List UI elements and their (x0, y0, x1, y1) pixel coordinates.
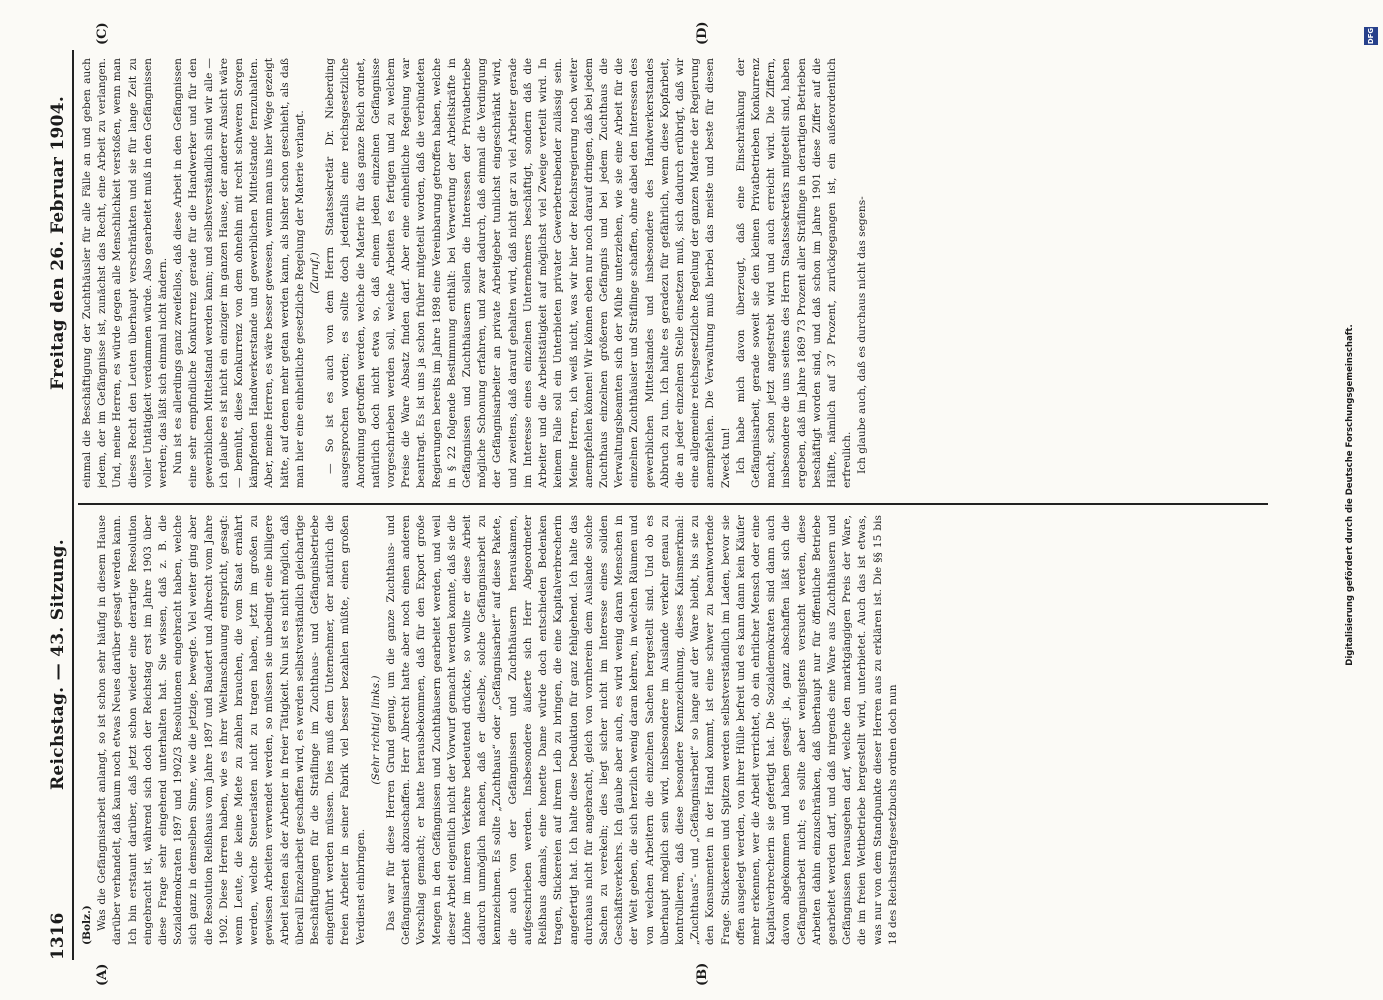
dfg-logo: DFG (1364, 27, 1378, 45)
page-number: 1316 (48, 912, 68, 960)
margin-mark-d: (D) (695, 21, 710, 45)
header-rule (72, 50, 74, 960)
paragraph: Ich glaube auch, daß es durchaus nicht das segens- (856, 196, 869, 474)
paragraph: Nun ist es allerdings ganz zweifellos, daß diese Arbeit in den Gefängnissen eine sehr empfindliche Konkurrenz gerade für die Handwerker und für den gewerblichen Mittelstand werden kann; und selbstverständlich sind wir alle — ich glaube es ist nicht ein einziger im ganzen Hause, der anderer Ansicht wäre — bemüht, diese Konkurrenz von dem ohnehin mit recht schweren Sorgen kämpfenden Handwerkerstande und gewerblichen Mittelstande fernzuhalten. Aber, meine Herren, es wäre besser gewesen, wenn man uns hier Wege gezeigt hätte, auf denen mehr getan werden kann, als bisher schon geschieht, als daß man hier eine einheitliche gesetzliche Regelung der Materie verlangt. (172, 58, 306, 488)
paragraph: Was die Gefängnisarbeit anlangt, so ist schon sehr häufig in diesem Hause darüber verhandelt, daß kaum noch etwas Neues darüber gesagt werden kann. Ich bin erstaunt darüber, daß jetzt schon wieder eine derartige Resolution eingebracht ist, während sich doch der Reichstag erst im Jahre 1903 über diese Frage sehr eingehend unterhalten hat. Sie wissen, daß z. B. die Sozialdemokraten 1897 und 1902/3 Resolutionen eingebracht haben, welche sich ganz in demselben Sinne, wie die jetzige, bewegte. Viel weiter ging aber die Resolution Reißhaus vom Jahre 1897 und Baudert und Albrecht vom Jahre 1902. Diese Herren haben, wie es ihrer Weltanschauung entspricht, gesagt: wenn Leute, die keine Miete zu zahlen brauchen, die vom Staat ernährt werden, welche Steuerlasten nicht zu tragen haben, jetzt im großen zu gewissen Arbeiten verwendet werden, so müssen sie unbedingt eine billigere Arbeit leisten als der Arbeiter in freier Tätigkeit. Nun ist es nicht möglich, daß überall Einzelarbeit geschaffen wird, es werden selbstverständlich gleichartige Beschäftigungen für die Sträflinge im Zuchthaus- und Gefängnisbetriebe eingeführt werden müssen. Dies muß dem Unternehmer, der natürlich die freien Arbeiter in seiner Fabrik viel besser bezahlen müßte, einen großen Verdienst einbringen. (96, 515, 367, 945)
paragraph: — So ist es auch von dem Herrn Staatssekretär Dr. Nieberding ausgesprochen worden; es sollte doch jedenfalls eine reichsgesetzliche Anordnung getroffen werden, welche die Materie für das ganze Reich ordnet, natürlich doch nicht etwa so, daß einem jeden einzelnen Gefängnisse vorgeschrieben werden soll, welche Arbeiten es fertigen und zu welchem Preise die Ware Absatz finden darf. Aber eine einheitliche Regelung war beantragt. Es ist uns ja schon früher mitgeteilt worden, daß die verbündeten Regierungen bereits im Jahre 1898 eine Vereinbarung getroffen haben, welche in § 22 folgende Bestimmung enthält: bei Verwertung der Arbeitskräfte in Gefängnissen und Zuchthäusern sollen die Interessen der Privatbetriebe mögliche Schonung erfahren, und zwar dadurch, daß einmal die Verdingung der Gefängnisarbeiter an private Arbeitgeber tunlichst eingeschränkt wird, und zweitens, daß darauf gehalten wird, daß nicht gar zu viel Arbeiter gerade im Interesse eines einzelnen Unternehmers beschäftigt, sondern daß die Arbeiter und die Arbeitstätigkeit auf möglichst viel Zweige verteilt wird. In keinem Falle soll ein Unterbieten privater Gewerbetreibender zulässig sein. Meine Herren, ich weiß nicht, was wir hier der Reichsregierung noch weiter anempfehlen können! Wir können eben nur noch darauf dringen, daß bei jedem Zuchthaus einzelnen größeren Gefängnis und bei jedem Zuchthaus die Verwaltungsbeamten sich der Mühe unterziehen, wie sie eine Arbeit für die einzelnen Zuchthäusler und Sträflinge schaffen, ohne dabei den Interessen des gewerblichen Mittelstandes und insbesondere des Handwerkerstandes Abbruch zu tun. Ich halte es geradezu für gefährlich, wenn diese Kopfarbeit, die an jeder einzelnen Stelle einsetzen muß, sich dadurch erübrigt, daß wir eine allgemeine reichsgesetzliche Regelung der ganzen Materie der Regierung anempfehlen. Die Verwaltung muß hierbei das meiste und beste für diesen Zweck tun! (324, 58, 732, 488)
margin-mark-b: (B) (695, 962, 710, 986)
interjection: (Sehr richtig! links.) (369, 675, 382, 785)
margin-mark-c: (C) (95, 22, 110, 45)
page-header (48, 50, 72, 960)
column-divider (78, 503, 1268, 505)
digitization-credit: Digitalisierung gefördert durch die Deutsche Forschungsgemeinschaft. (1345, 324, 1355, 666)
paragraph: Ich habe mich davon überzeugt, daß eine Einschränkung der Gefängnisarbeit, gerade soweit sie den kleinen Privatbetrieben Konkurrenz macht, schon jetzt angestrebt wird und auch erreicht wird. Die Ziffern, insbesondere die uns seitens des Herrn Staatssekretärs mitgeteilt sind, haben ergeben, daß im Jahre 1869 73 Prozent aller Sträflinge in derartigen Betrieben beschäftigt worden sind, und daß schon im Jahre 1901 diese Ziffer auf die Hälfte, nämlich auf 37 Prozent, zurückgegangen ist, ein außerordentlich erfreulich. (734, 58, 854, 488)
interjection: (Zuruf.) (309, 252, 322, 294)
margin-mark-a: (A) (95, 963, 110, 986)
header-title-left: Reichstag. — 43. Sitzung. (48, 539, 68, 790)
left-text-column (80, 515, 1270, 945)
right-text-column (80, 58, 1270, 488)
speaker-label: (Bolz.) (81, 905, 93, 945)
header-title-right: Freitag den 26. Februar 1904. (48, 95, 68, 390)
paragraph: einmal die Beschäftigung der Zuchthäusler für alle Fälle an und geben auch jedem, der im Gefängnisse ist, zunächst das Recht, eine Arbeit zu verlangen. Und, meine Herren, es würde gegen alle Menschlichkeit verstoßen, wenn man dieses Recht den Leuten überhaupt verschränkten und sie für lange Zeit zu voller Untätigkeit verdammen würde. Also gearbeitet muß in den Gefängnissen werden; das läßt sich einmal nicht ändern. (81, 58, 170, 488)
paragraph: Das war für diese Herren Grund genug, um die ganze Zuchthaus- und Gefängnisarbeit abzuschaffen. Herr Albrecht hatte aber noch einen anderen Vorschlag gemacht; er hatte herausbekommen, daß für den Export große Mengen in den Gefängnissen und Zuchthäusern gearbeitet werden, und weil dieser Arbeit eigentlich nicht der Vorwurf gemacht werden konnte, daß sie die Löhne im inneren Verkehre bedeutend drückte, so wollte er diese Arbeit dadurch unmöglich machen, daß er dieselbe, solche Gefängnisarbeit zu kennzeichnen. Es sollte „Zuchthaus“ oder „Gefängnisarbeit“ auf diese Pakete, die auch von der Gefängnissen und Zuchthäusern herauskamen, aufgeschrieben werden. Insbesondere äußerte sich Herr Abgeordneter Reißhaus damals, eine honette Dame würde doch entschieden Bedenken tragen, Stickereien auf ihrem Leib zu bringen, die eine Kapitalverbrecherin angefertigt hat. Ich halte diese Deduktion für ganz fehlgehend. Ich halte das durchaus nicht für angebracht, gleich von vornherein dem Auslande solche Sachen zu verekeln; dies liegt sicher nicht im Interesse eines soliden Geschäftsverkehrs. Ich glaube aber auch, es wird wenig daran Menschen in der Welt geben, die sich herzlich wenig daran kehren, in welchen Räumen und von welchen Arbeitern die einzelnen Sachen hergestellt sind. Und ob es überhaupt möglich sein wird, insbesondere im Auslande verkehr genau zu kontrollieren, daß diese besondere Kennzeichnung, dieses Kainsmerkmal: „Zuchthaus“- und „Gefängnisarbeit“ so lange auf der Ware bleibt, bis sie zu den Konsumenten in der Hand kommt, ist eine schwer zu beantwortende Frage. Stickereien und Spitzen werden selbstverständlich im Laden, bevor sie offen ausgelegt werden, von ihrer Hülle befreit und es kann dann kein Käufer mehr erkennen, wer die Arbeit verrichtet, ob ein ehrlicher Mensch oder eine Kapitalverbrecherin sie gefertigt hat. Die Sozialdemokraten sind dann auch davon abgekommen und haben gesagt: ja, ganz abschaffen läßt sich die Gefängnisarbeit nicht; es sollte aber wenigstens versucht werden, diese Arbeiten dahin einzuschränken, daß überhaupt nur für öffentliche Betriebe gearbeitet werden darf, und daß nirgends eine Ware aus Zuchthäusern und Gefängnissen herausgehen darf, welche den marktgängigen Preis der Ware, die im freien Wettbetriebe hergestellt wird, unterbietet. Auch das ist etwas, was nur von dem Standpunkte dieser Herren aus zu erklären ist. Die §§ 15 bis 18 des Reichsstrafgesetzbuchs ordnen doch nun (385, 515, 899, 945)
